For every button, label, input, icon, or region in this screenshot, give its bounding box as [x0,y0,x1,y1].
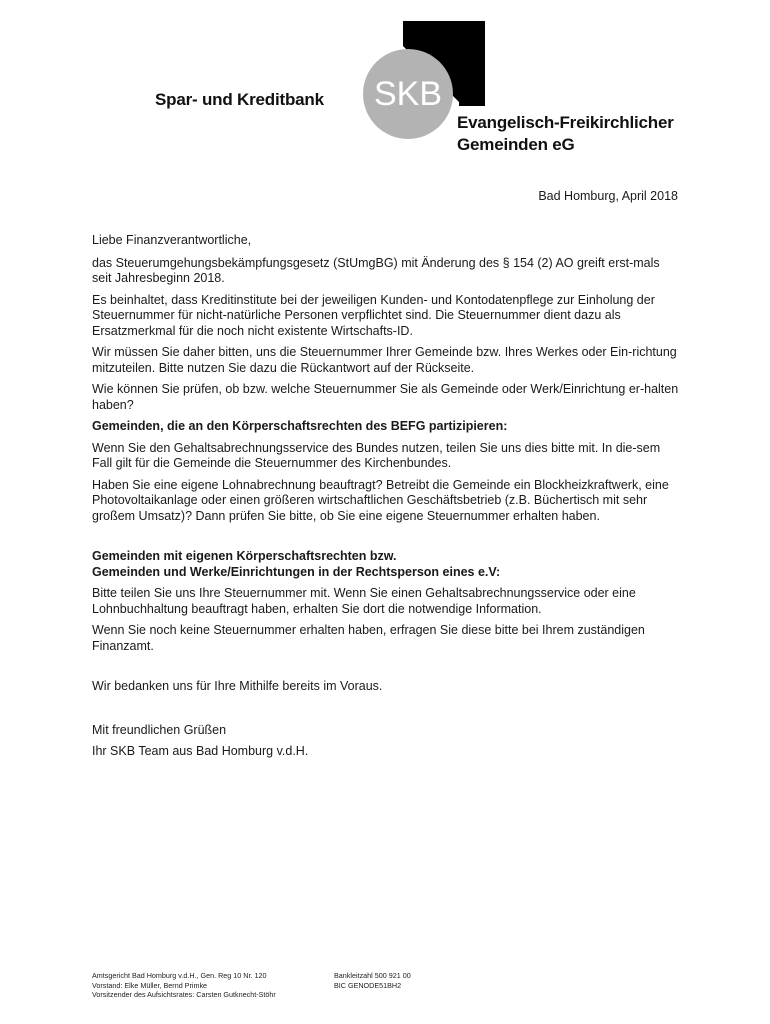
salutation: Liebe Finanzverantwortliche, [92,233,252,247]
dateline: Bad Homburg, April 2018 [538,189,678,203]
paragraph-1: das Steuerumgehungsbekämpfungsgesetz (StUmgBG) mit Änderung des § 154 (2) AO greift erst-mals seit Jahresbeginn 2018. [92,255,660,285]
thanks-line: Wir bedanken uns für Ihre Mithilfe bereits im Voraus. [92,679,383,693]
paragraph-6: Haben Sie eine eigene Lohnabrechnung beauftragt? Betreibt die Gemeinde ein Blockheizkraftwerk, eine Photovoltaikanlage oder einen größeren wirtschaftlichen Geschäftsbetrieb (z.B. Büchertisch mit sehr großem Umsatz)? Dann prüfen Sie bitte, ob Sie eine eigene Steuernummer erhalten haben. [92,477,669,523]
footer-chair: Vorsitzender des Aufsichtsrates: Carsten Gutknecht-Stöhr [92,990,276,999]
bank-name-right-line1: Evangelisch-Freikirchlicher [457,113,674,132]
bank-name-left: Spar- und Kreditbank [155,90,324,109]
footer-court: Amtsgericht Bad Homburg v.d.H., Gen. Reg 10 Nr. 120 [92,971,267,980]
paragraph-7: Bitte teilen Sie uns Ihre Steuernummer mit. Wenn Sie einen Gehaltsabrechnungsservice oder eine Lohnbuchhaltung beauftragt haben, erhalten Sie dort die notwendige Information. [92,586,636,616]
bank-name-right-line2: Gemeinden eG [457,135,575,154]
paragraph-4: Wie können Sie prüfen, ob bzw. welche Steuernummer Sie als Gemeinde oder Werk/Einrichtung er-halten haben? [92,382,679,412]
paragraph-2: Es beinhaltet, dass Kreditinstitute bei der jeweiligen Kunden- und Kontodatenpflege zur Einholung der Steuernummer für nicht-natürliche Personen verpflichtet sind. Die Steuernummer dient dazu als Ersatzmerkmal für die noch nicht existente Wirtschafts-ID. [92,292,655,338]
heading-befg: Gemeinden, die an den Körperschaftsrechten des BEFG partizipieren: [92,419,508,433]
footer-bic: BIC GENODE51BH2 [334,980,402,990]
bank-name-right [457,112,674,156]
logo-text: SKB [373,75,443,113]
footer-board: Vorstand: Elke Müller, Bernd Primke [92,980,208,990]
heading-own-rights-line2: Gemeinden und Werke/Einrichtungen in der Rechtsperson eines e.V: [92,564,501,579]
paragraph-3: Wir müssen Sie daher bitten, uns die Steuernummer Ihrer Gemeinde bzw. Ihres Werkes oder Ein-richtung mitzuteilen. Bitte nutzen Sie dazu die Rückantwort auf der Rückseite. [92,345,677,375]
closing: Mit freundlichen Grüßen [92,722,227,737]
footer-bank [334,971,494,990]
letter-body [92,233,682,766]
paragraph-5: Wenn Sie den Gehaltsabrechnungsservice des Bundes nutzen, teilen Sie uns dies bitte mit. In die-sem Fall gilt für die Gemeinde die Steuernummer des Kirchenbundes. [92,440,661,470]
footer-legal [92,971,322,1000]
paragraph-8: Wenn Sie noch keine Steuernummer erhalten haben, erfragen Sie diese bitte bei Ihrem zuständigen Finanzamt. [92,623,645,653]
heading-own-rights-line1: Gemeinden mit eigenen Körperschaftsrechten bzw. [92,549,397,563]
footer-blz: Bankleitzahl 500 921 00 [334,971,411,980]
signature: Ihr SKB Team aus Bad Homburg v.d.H. [92,744,309,758]
